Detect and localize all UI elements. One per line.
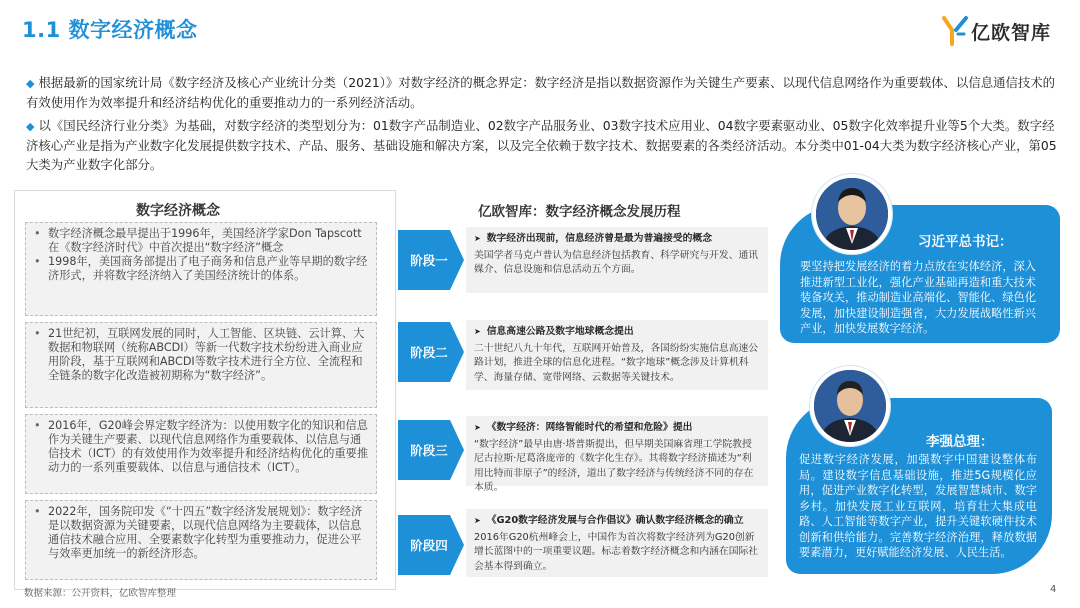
quote-text: 要坚持把发展经济的着力点放在实体经济，深入推进新型工业化，强化产业基础再造和重大技术装备攻关，推动制造业高端化、智能化、绿色化发展，加快建设制造强省，大力发展战略性新兴产业，加快发展数字经济。 <box>800 260 1036 335</box>
bullet-icon: • <box>34 255 41 268</box>
quote-speaker: 李强总理： <box>926 434 994 450</box>
intro-paragraph-2 <box>26 116 1060 174</box>
stage-body: 二十世纪八九十年代，互联网开始普及，各国纷纷实施信息高速公路计划，推进全球的信息化进程。“数字地球”概念涉及计算机科学、海量存储、宽带网络、云数据等关键技术。 <box>474 342 759 383</box>
stage-body: “数字经济”最早由唐·塔普斯提出，但早期美国麻省理工学院教授尼古拉斯·尼葛洛庞帝的《数字化生存》。其将数字经济描述为“利用比特而非原子”的经济，道出了数字经济与传统经济不同的存在本质。 <box>474 438 754 493</box>
concept-item <box>25 500 377 580</box>
stage-arrow <box>398 515 466 575</box>
bullet-icon: • <box>34 419 41 432</box>
concept-item <box>25 322 377 408</box>
brand-logo <box>942 14 1051 48</box>
intro-text: 根据最新的国家统计局《数字经济及核心产业统计分类（2021）》对数字经济的概念界定：数字经济是指以数据资源作为关键生产要素、以现代信息网络作为重要载体、以信息通信技术的有效使用作为效率提升和经济结构优化的重要推动力的一系列经济活动。 <box>26 75 1056 110</box>
diamond-bullet-icon: ◆ <box>26 120 35 133</box>
stage-title: 信息高速公路及数字地球概念提出 <box>486 326 634 337</box>
stage-body: 美国学者马克卢普认为信息经济包括教育、科学研究与开发、通讯媒介、信息设施和信息活动五个方面。 <box>474 249 759 275</box>
concept-panel-title: 数字经济概念 <box>136 203 220 219</box>
concept-text: 数字经济概念最早提出于1996年，美国经济学家Don Tapscott在《数字经济时代》中首次提出“数字经济”概念 <box>48 227 362 254</box>
diamond-bullet-icon: ◆ <box>26 77 35 90</box>
logo-text: 亿欧智库 <box>971 21 1052 44</box>
portrait-image <box>810 366 890 446</box>
stage-title: 《数字经济：网络智能时代的希望和危险》提出 <box>486 422 693 433</box>
stage-label: 阶段三 <box>410 443 448 458</box>
page-title: 1.1 数字经济概念 <box>22 18 198 42</box>
concept-text: 21世纪初，互联网发展的同时，人工智能、区块链、云计算、大数据和物联网（统称ABCDI）等新一代数字技术纷纷进入商业应用阶段，基于互联网和ABCDI等数字技术进行全方位、全流程和全链条的数字化改造被初期称为“数字经济”。 <box>48 327 365 382</box>
concept-item <box>25 222 377 316</box>
stage-arrow <box>398 230 466 290</box>
stage-content <box>466 320 768 390</box>
stage-label: 阶段二 <box>410 345 448 360</box>
stage-title: 《G20数字经济发展与合作倡议》确认数字经济概念的确立 <box>486 515 744 526</box>
stage-content <box>466 416 768 493</box>
quote-text: 促进数字经济发展，加强数字中国建设整体布局。建设数字信息基础设施，推进5G规模化应用，促进产业数字化转型，发展智慧城市、数字乡村。加快发展工业互联网，培育壮大集成电路、人工智能等数字产业，提升关键软硬件技术创新和供给能力。完善数字经济治理，释放数据要素潜力，更好赋能经济发展、人民生活。 <box>799 453 1037 559</box>
intro-text: 以《国民经济行业分类》为基础，对数字经济的类型划分为：01数字产品制造业、02数字产品服务业、03数字技术应用业、04数字要素驱动业、05数字化效率提升业等5个大类。数字经济核心产业是指为产业数字化发展提供数字技术、产品、服务、基础设施和解决方案，以及完全依赖于数字技术、数据要素的各类经济活动。本分类中01-04大类为数字经济核心产业，第05大类为产业数字化部分。 <box>26 118 1057 172</box>
stage-arrow <box>398 420 466 480</box>
triangle-bullet-icon: ➤ <box>474 423 481 432</box>
stage-label: 阶段一 <box>410 253 448 268</box>
stage-arrow <box>398 322 466 382</box>
person-icon <box>814 370 886 442</box>
triangle-bullet-icon: ➤ <box>474 327 481 336</box>
stage-body: 2016年G20杭州峰会上，中国作为首次将数字经济列为G20创新增长蓝图中的一项重要议题。标志着数字经济概念和内涵在国际社会基本得到确立。 <box>474 531 759 572</box>
logo-icon <box>942 16 968 46</box>
concept-text: 2022年，国务院印发《“十四五”数字经济发展规划》：数字经济是以数据资源为关键要素，以现代信息网络为主要载体，以信息通信技术融合应用、全要素数字化转型为重要推动力，促进公平与效率更加统一的新经济形态。 <box>48 505 363 560</box>
stage-content <box>466 509 768 577</box>
history-title: 亿欧智库：数字经济概念发展历程 <box>478 204 681 220</box>
person-icon <box>816 178 888 250</box>
bullet-icon: • <box>34 327 41 340</box>
intro-paragraph-1 <box>26 73 1060 112</box>
triangle-bullet-icon: ➤ <box>474 516 481 525</box>
triangle-bullet-icon: ➤ <box>474 234 481 243</box>
concept-text: 2016年，G20峰会界定数字经济为：以使用数字化的知识和信息作为关键生产要素、以现代信息网络作为重要载体、以信息与通信技术（ICT）的有效使用作为效率提升和经济结构优化的重要推动力的一系列重要载体、以信息与通信技术（ICT）。 <box>48 419 369 474</box>
concept-item <box>25 414 377 494</box>
page-number: 4 <box>1050 584 1057 595</box>
stage-label: 阶段四 <box>410 538 448 553</box>
concept-text: 1998年，美国商务部提出了电子商务和信息产业等早期的数字经济形式，并将数字经济纳入了美国经济统计的体系。 <box>48 255 368 282</box>
source-note: 数据来源：公开资料，亿欧智库整理 <box>24 588 177 599</box>
bullet-icon: • <box>34 505 41 518</box>
stage-title: 数字经济出现前，信息经济曾是最为普遍接受的概念 <box>486 233 713 244</box>
bullet-icon: • <box>34 227 41 240</box>
quote-speaker: 习近平总书记： <box>918 234 1013 250</box>
portrait-image <box>812 174 892 254</box>
stage-content <box>466 227 768 293</box>
